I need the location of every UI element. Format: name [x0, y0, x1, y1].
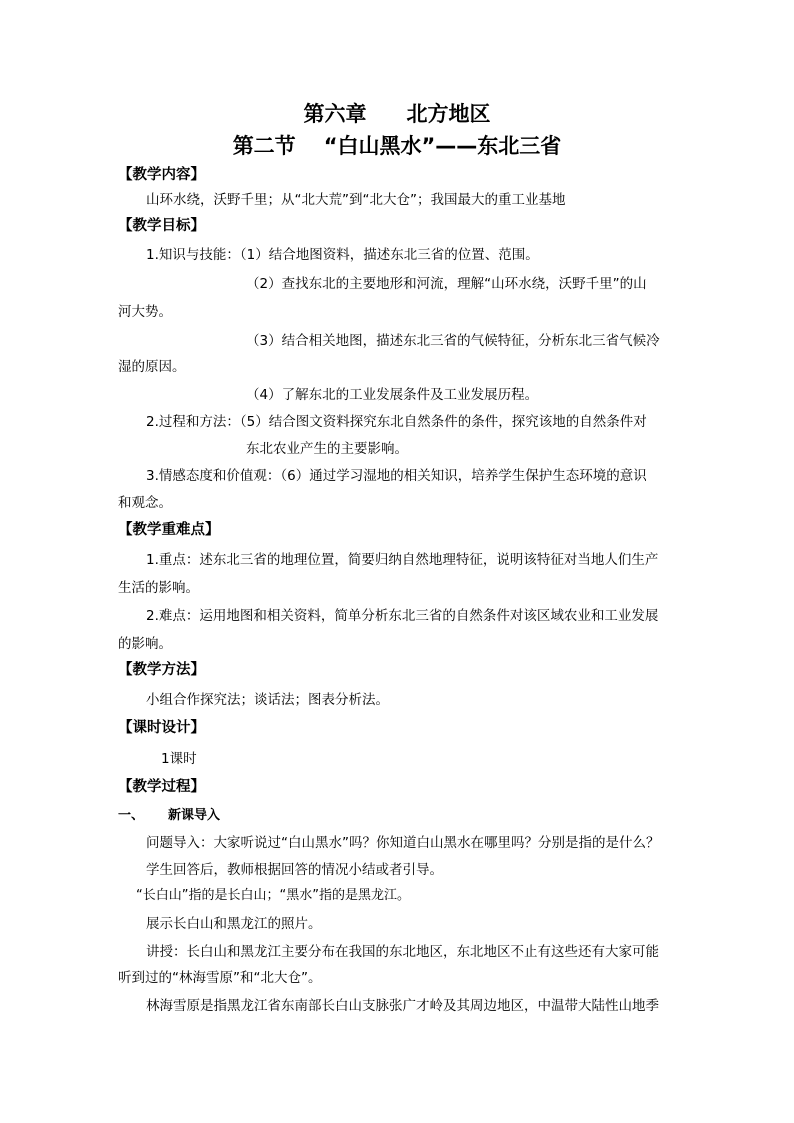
goal-2-label: 2.过程和方法： [146, 414, 240, 430]
keypoint-2-a: 2.难点：运用地图和相关资料，简单分析东北三省的自然条件对该区域农业和工业发展 [146, 608, 659, 624]
goal-1-item-3a: （3）结合相关地图，描述东北三省的气候特征，分析东北三省气候冷 [246, 333, 660, 349]
schedule-text: 1课时 [161, 751, 197, 767]
process-line-1: 问题导入：大家听说过“白山黑水”吗？你知道白山黑水在哪里吗？分别是指的是什么？ [146, 835, 660, 851]
goal-3-line-a: 3.情感态度和价值观：（6）通过学习湿地的相关知识，培养学生保护生态环境的意识 [146, 468, 647, 484]
goal-2-line [146, 412, 647, 432]
keypoint-1-b: 生活的影响。 [118, 580, 199, 596]
process-section-1 [118, 806, 220, 826]
goal-1-item-4: （4）了解东北的工业发展条件及工业发展历程。 [246, 387, 539, 403]
methods-text: 小组合作探究法；谈话法；图表分析法。 [146, 692, 389, 708]
goal-1-item-2a: （2）查找东北的主要地形和河流，理解“山环水绕，沃野千里”的山 [246, 276, 647, 292]
process-line-6: 林海雪原是指黑龙江省东南部长白山支脉张广才岭及其周边地区，中温带大陆性山地季 [146, 998, 659, 1014]
schedule-heading: 【课时设计】 [118, 720, 205, 736]
goal-2-item-a: （5）结合图文资料探究东北自然条件的条件，探究该地的自然条件对 [239, 414, 647, 430]
chapter-number: 第六章 [303, 102, 367, 126]
methods-heading: 【教学方法】 [118, 662, 205, 678]
goals-heading: 【教学目标】 [118, 218, 205, 234]
process-line-5b: 听到过的“林海雪原”和“北大仓”。 [118, 970, 322, 986]
process-line-3: “长白山”指的是长白山；“黑水”指的是黑龙江。 [136, 888, 410, 903]
process-line-2: 学生回答后，教师根据回答的情况小结或者引导。 [146, 862, 443, 878]
goal-2-item-b: 东北农业产生的主要影响。 [246, 441, 408, 457]
goal-1-item-2b: 河大势。 [118, 304, 172, 320]
section-title [0, 130, 794, 160]
keypoint-2-b: 的影响。 [118, 636, 172, 652]
goal-1-line [146, 245, 539, 265]
goal-1-label: 1.知识与技能： [146, 247, 240, 263]
section-1-title: 新课导入 [168, 808, 221, 823]
content-text: 山环水绕，沃野千里；从“北大荒”到“北大仓”；我国最大的重工业基地 [146, 192, 566, 208]
keypoints-heading: 【教学重难点】 [118, 522, 220, 538]
section-name: “白山黑水”——东北三省 [323, 134, 562, 158]
goal-3-line-b: 和观念。 [118, 495, 172, 511]
chapter-title [0, 98, 794, 128]
keypoint-1-a: 1.重点：述东北三省的地理位置，简要归纳自然地理特征，说明该特征对当地人们生产 [146, 552, 659, 568]
process-line-5a: 讲授：长白山和黑龙江主要分布在我国的东北地区，东北地区不止有这些还有大家可能 [146, 944, 659, 960]
section-number: 第二节 [232, 134, 296, 158]
content-heading: 【教学内容】 [118, 167, 205, 183]
chapter-name: 北方地区 [406, 102, 491, 126]
goal-1-item-1: （1）结合地图资料，描述东北三省的位置、范围。 [239, 247, 539, 263]
process-line-4: 展示长白山和黑龙江的照片。 [146, 916, 322, 932]
goal-1-item-3b: 湿的原因。 [118, 359, 186, 375]
section-1-number: 一、 [118, 808, 145, 823]
process-heading: 【教学过程】 [118, 779, 205, 795]
